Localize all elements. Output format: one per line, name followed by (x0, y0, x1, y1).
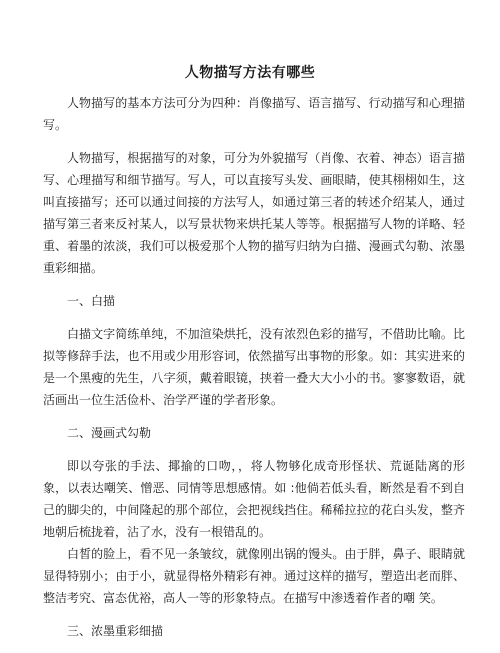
section-heading-ximiao: 三、浓墨重彩细描 (67, 624, 164, 638)
document-body (43, 92, 465, 653)
section-text-manhua-2: 白皙的脸上，看不见一条皱纹，就像刚出锅的馒头。由于胖，鼻子、眼睛就显得特别小；由于小，就显得格外精彩有神。通过这样的描写，塑造出老而胖、整洁考究、富态优裕，高人一等的形象特点。在描写中渗透着作者的嘲 笑。 (43, 547, 465, 605)
intro-paragraph: 人物描写的基本方法可分为四种：肖像描写、语言描写、行动描写和心理描写。 (43, 96, 465, 132)
section-heading-baimiao: 一、白描 (67, 294, 116, 308)
section-text-manhua-1: 即以夸张的手法、揶揄的口吻，，将人物够化成奇形怪状、荒诞陆离的形象，以表达嘲笑、憎恶、同情等思想感情。如 :他倘若低头看，断然是看不到自己的脚尖的，中间隆起的那个部位，会把视线挡住。稀稀拉拉的花白头发，整齐地朝后梳拢着，沾了水，没有一根错乱的。 (43, 459, 465, 539)
section-text-baimiao: 白描文字简练单纯，不加渲染烘托，没有浓烈色彩的描写，不借助比喻。比拟等修辞手法，也不用或少用形容词，依然描写出事物的形象。如：其实进来的是一个黑瘦的先生，八字须，戴着眼镜，挟着一叠大大小小的书。寥寥数语，就活画出一位生活俭朴、治学严谨的学者形象。 (43, 327, 465, 407)
document-title: 人物描写方法有哪些 (184, 65, 316, 81)
section-heading-manhua: 二、漫画式勾勒 (67, 426, 152, 440)
overview-paragraph: 人物描写，根据描写的对象，可分为外貌描写（肖像、衣着、神态）语言描写、心理描写和细节描写。写人，可以直接写头发、画眼睛，使其栩栩如生，这叫直接描写；还可以通过间接的方法写人，如通过第三者的转述介绍某人，通过描写第三者来反衬某人，以写景状物来烘托某人等等。根据描写人物的详略、轻重、着墨的浓淡，我们可以极爱那个人物的描写归纳为白描、漫画式勾勒、浓墨重彩细描。 (43, 151, 465, 275)
